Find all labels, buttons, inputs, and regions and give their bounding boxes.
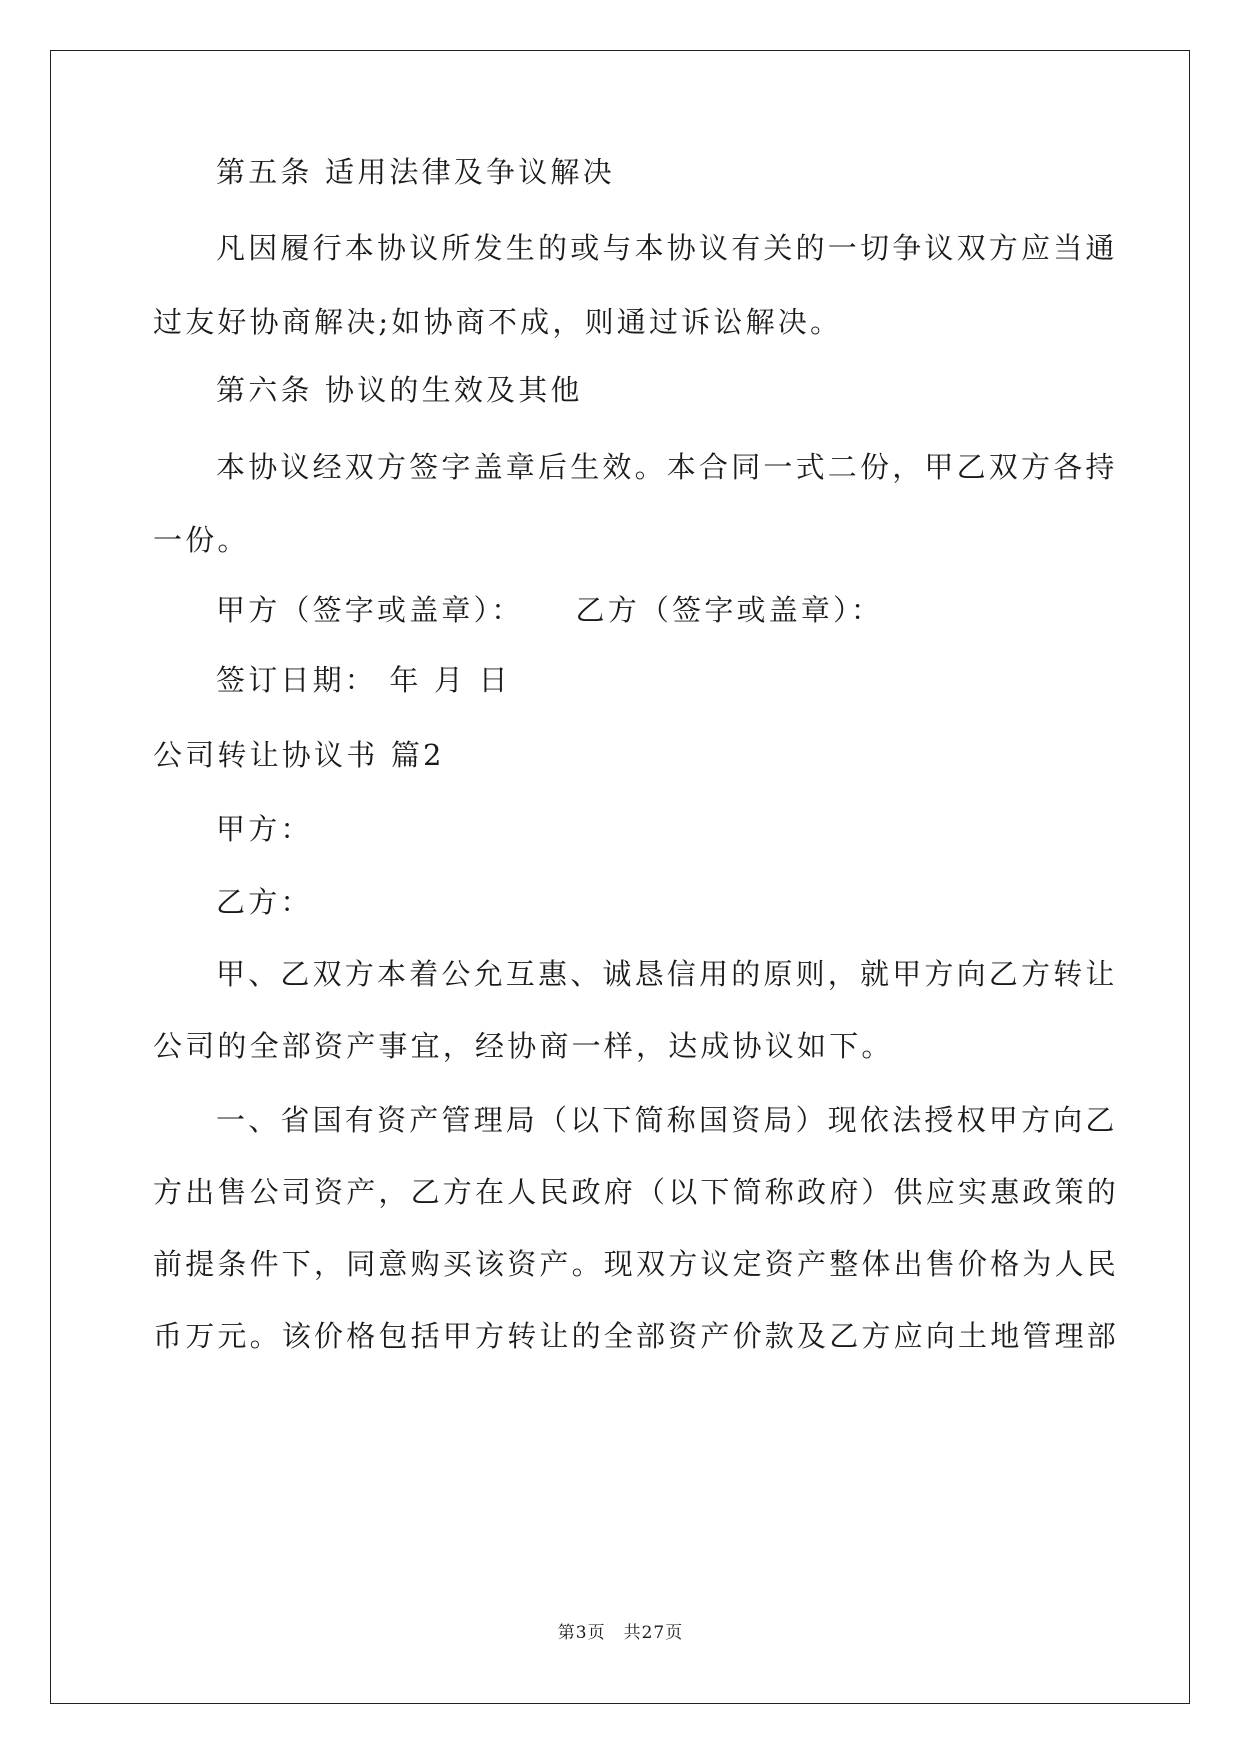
section-title: 公司转让协议书 篇2 <box>153 738 445 772</box>
signature-line <box>216 590 1156 630</box>
paragraph-line: 币万元。该价格包括甲方转让的全部资产价款及乙方应向土地管理部 <box>153 1319 1120 1353</box>
paragraph-line: 公司的全部资产事宜，经协商一样，达成协议如下。 <box>153 1029 894 1063</box>
article-5-heading: 第五条 适用法律及争议解决 <box>216 155 615 189</box>
paragraph-line: 一份。 <box>153 523 250 557</box>
paragraph-line: 甲、乙双方本着公允互惠、诚恳信用的原则，就甲方向乙方转让 <box>216 957 1118 991</box>
paragraph-line: 凡因履行本协议所发生的或与本协议有关的一切争议双方应当通 <box>216 231 1118 265</box>
page-footer <box>0 1618 1241 1643</box>
party-b-label: 乙方： <box>216 885 313 919</box>
paragraph-line: 一、省国有资产管理局（以下简称国资局）现依法授权甲方向乙 <box>216 1103 1118 1137</box>
party-b-signature-label: 乙方（签字或盖章）： <box>575 593 884 627</box>
paragraph-line: 方出售公司资产，乙方在人民政府（以下简称政府）供应实惠政策的 <box>153 1175 1120 1209</box>
paragraph-line: 前提条件下，同意购买该资产。现双方议定资产整体出售价格为人民 <box>153 1247 1120 1281</box>
page-border <box>50 50 1190 1704</box>
total-pages: 共27页 <box>623 1623 684 1643</box>
party-a-label: 甲方： <box>216 812 313 846</box>
party-a-signature-label: 甲方（签字或盖章）： <box>216 593 524 627</box>
article-6-heading: 第六条 协议的生效及其他 <box>216 373 583 407</box>
paragraph-line: 本协议经双方签字盖章后生效。本合同一式二份，甲乙双方各持 <box>216 450 1118 484</box>
signing-date-line: 签订日期： 年 月 日 <box>216 663 511 697</box>
paragraph-line: 过友好协商解决;如协商不成，则通过诉讼解决。 <box>153 305 843 339</box>
page-number: 第3页 <box>557 1623 606 1643</box>
